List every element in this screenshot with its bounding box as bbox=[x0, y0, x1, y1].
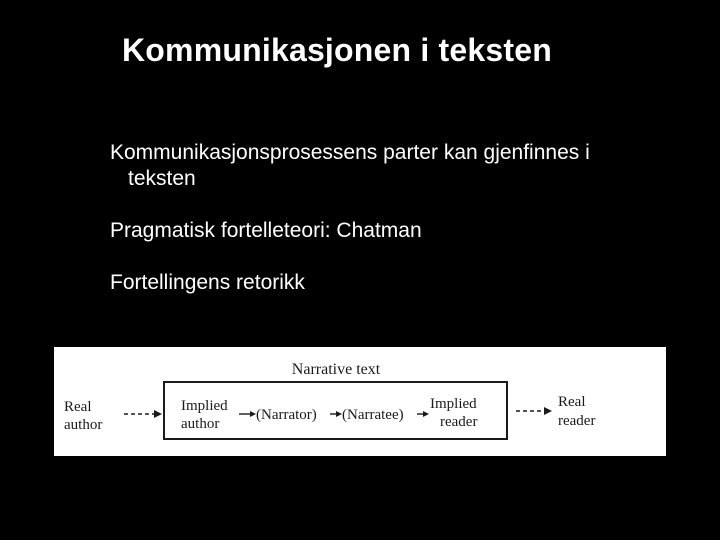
bullet-item bbox=[110, 140, 680, 192]
narratee-label: (Narratee) bbox=[342, 407, 404, 423]
narrative-communication-diagram bbox=[54, 347, 666, 456]
bullet-text: Fortellingens retorikk bbox=[110, 271, 305, 294]
arrow-head bbox=[154, 410, 162, 418]
bullet-item bbox=[110, 218, 680, 244]
bullet-text: Kommunikasjonsprosessens parter kan gjenfinnes i bbox=[110, 141, 590, 164]
diagram-header: Narrative text bbox=[291, 361, 381, 378]
bullet-item bbox=[110, 270, 680, 296]
bullet-list bbox=[110, 140, 680, 322]
implied-author-label: Implied author bbox=[181, 398, 228, 432]
real-author-label: Real author bbox=[64, 399, 103, 433]
bullet-text: Pragmatisk fortelleteori: Chatman bbox=[110, 219, 422, 242]
arrow-head bbox=[423, 411, 429, 417]
bullet-text-continuation: teksten bbox=[128, 167, 196, 190]
narrator-label: (Narrator) bbox=[256, 407, 317, 423]
diagram-canvas bbox=[54, 347, 666, 456]
implied-reader-label: Implied reader bbox=[430, 396, 478, 430]
real-reader-label: Real reader bbox=[558, 394, 596, 429]
arrow-head bbox=[544, 407, 552, 415]
slide-title: Kommunikasjonen i teksten bbox=[122, 32, 552, 68]
